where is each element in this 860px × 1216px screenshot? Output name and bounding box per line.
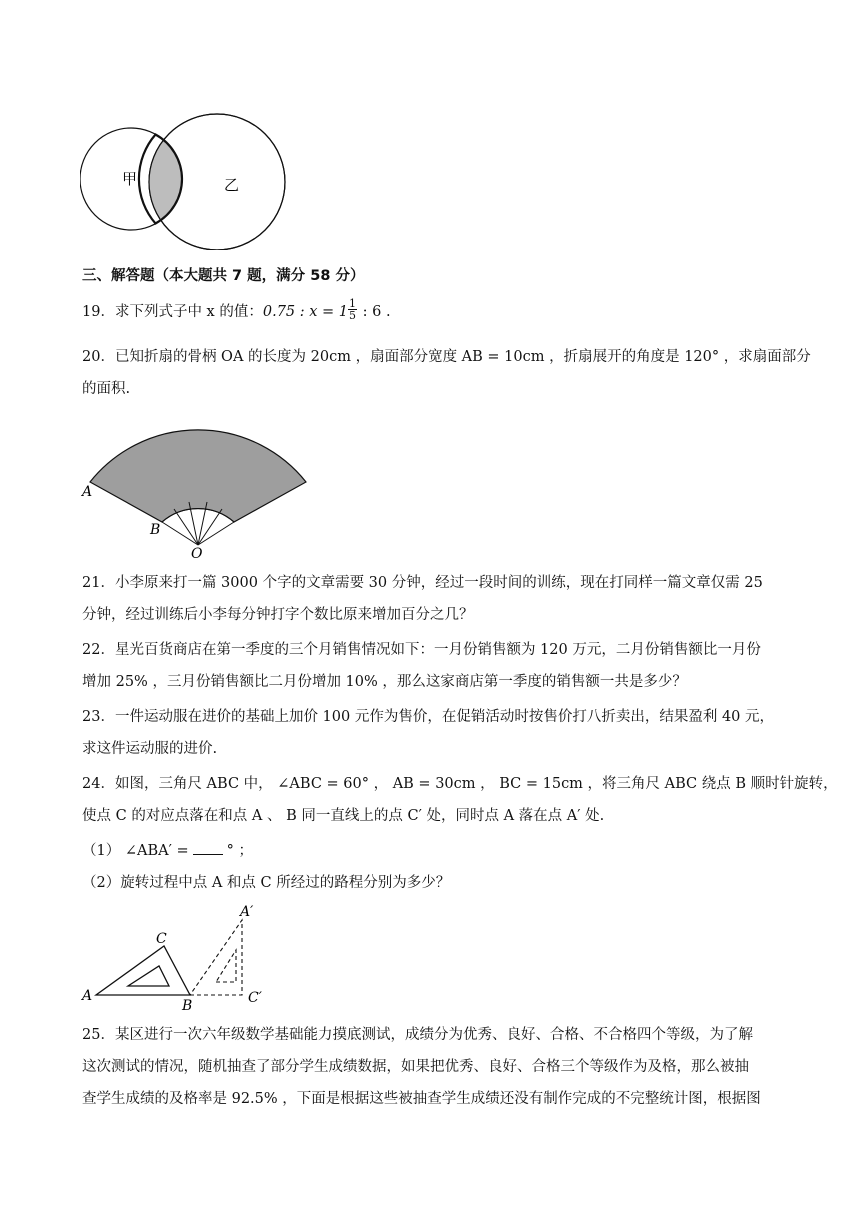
label-B: B [182, 998, 193, 1012]
q24-line1: 24．如图，三角尺 ABC 中， ∠ABC = 60° ， AB = 30cm ， BC = 15cm ，将三角尺 ABC 绕点 B 顺时针旋转， [82, 776, 838, 792]
label-A: A [82, 988, 93, 1004]
triangle-rotation-diagram [78, 900, 278, 1012]
q20-line1: 20．已知折扇的骨柄 OA 的长度为 20cm ，扇面部分宽度 AB = 10cm ，折扇展开的角度是 120° ，求扇面部分 [82, 349, 811, 365]
q20-line2: 的面积. [82, 381, 131, 397]
answer-blank[interactable] [193, 842, 223, 855]
venn-right-label: 乙 [224, 176, 240, 194]
q21-line2: 分钟，经过训练后小李每分钟打字个数比原来增加百分之几？ [82, 607, 474, 623]
q22-line2: 增加 25% ，三月份销售额比二月份增加 10% ，那么这家商店第一季度的销售额一共是多少？ [82, 674, 687, 690]
venn-overlap-shaded [149, 114, 285, 250]
q24-line2: 使点 C 的对应点落在和点 A 、 B 同一直线上的点 C′ 处，同时点 A 落在点 A′ 处. [82, 808, 605, 824]
fan-label-B: B [150, 522, 161, 538]
triangle-ABC [96, 946, 190, 995]
triangle-rotated [190, 920, 242, 995]
q23-line1: 23．一件运动服在进价的基础上加价 100 元作为售价，在促销活动时按售价打八折卖出，结果盈利 40 元， [82, 709, 775, 725]
folding-fan-diagram [78, 412, 318, 560]
label-C: C [156, 931, 167, 947]
q22-line1: 22．星光百货商店在第一季度的三个月销售情况如下：一月份销售额为 120 万元，二月份销售额比一月份 [82, 642, 761, 658]
q24-sub1-pre: （1） ∠ABA′ = [82, 843, 189, 859]
q19-fraction: $\frac{1}{5}$ [349, 296, 357, 322]
label-C-prime: C′ [248, 990, 262, 1006]
label-A-prime: A′ [240, 904, 254, 920]
q19-text: 19．求下列式子中 x 的值： [82, 304, 263, 320]
q25-line3: 查学生成绩的及格率是 92.5% ，下面是根据这些被抽查学生成绩还没有制作完成的不完整统计图，根据图 [82, 1091, 761, 1107]
q19-expr-pre: 0.75 : x = 1 [262, 304, 349, 320]
q24-sub1-post: ° ； [226, 843, 253, 859]
q21-line1: 21．小李原来打一篇 3000 个字的文章需要 30 分钟，经过一段时间的训练，现在打同样一篇文章仅需 25 [82, 575, 763, 591]
q25-line2: 这次测试的情况，随机抽查了部分学生成绩数据，如果把优秀、良好、合格三个等级作为及格，那么被抽 [82, 1059, 749, 1075]
q25-line1: 25．某区进行一次六年级数学基础能力摸底测试，成绩分为优秀、良好、合格、不合格四个等级，为了解 [82, 1027, 753, 1043]
q23-line2: 求这件运动服的进价. [82, 741, 218, 757]
question-19 [82, 296, 782, 322]
venn-left-label: 甲 [122, 170, 138, 188]
fan-label-A: A [82, 484, 93, 500]
section-title: 三、解答题（本大题共 7 题，满分 58 分） [82, 268, 365, 284]
q24-sub1 [82, 841, 782, 861]
q24-sub2: （2）旋转过程中点 A 和点 C 所经过的路程分别为多少？ [82, 875, 451, 891]
fan-label-O: O [191, 546, 203, 560]
venn-diagram [80, 112, 292, 250]
q19-expr-post: : 6 . [358, 304, 391, 320]
